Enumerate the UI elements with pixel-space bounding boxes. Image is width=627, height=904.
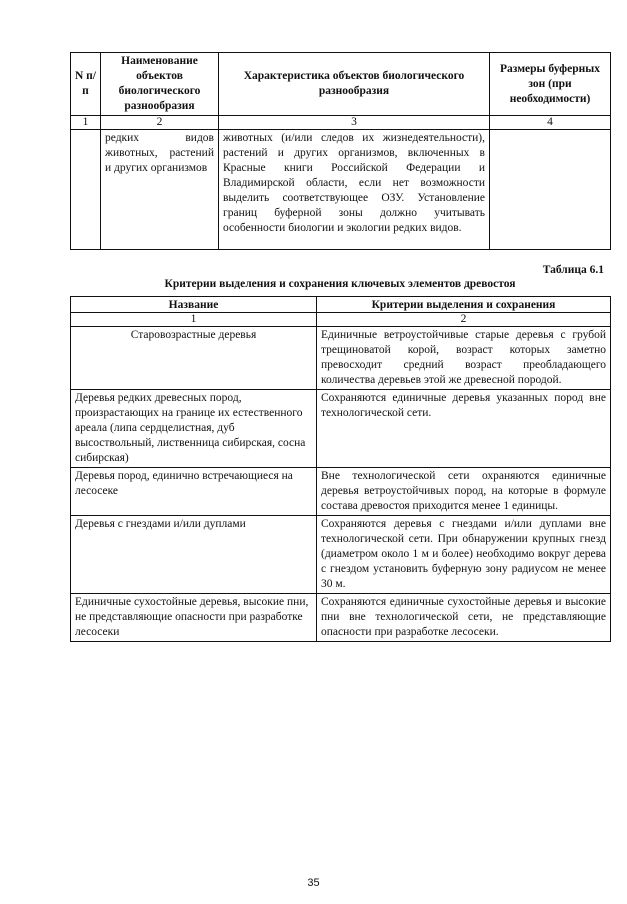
table-row — [71, 594, 611, 642]
table2-cell-name: Деревья пород, единично встречающиеся на лесосеке — [71, 468, 317, 516]
table2-cell-criteria: Сохраняются единичные сухостойные деревья и высокие пни вне технологической сети, не представляющие опасности при разработке лесосеки. — [317, 594, 611, 642]
table2-colnum-1: 1 — [71, 313, 317, 327]
table-row — [71, 516, 611, 594]
table1-colnum-3: 3 — [219, 116, 490, 130]
table1-header-name: Наименование объектов биологического разнообразия — [101, 53, 219, 116]
table2-cell-criteria: Сохраняются деревья с гнездами и/или дуплами вне технологической сети. При обнаружении крупных гнезд (диаметром около 1 м и более) необходимо вокруг дерева с гнездом установить буферную зону радиусом не менее 30 м. — [317, 516, 611, 594]
table1-number-row — [71, 116, 611, 130]
table-row — [71, 130, 611, 250]
table1-colnum-4: 4 — [490, 116, 611, 130]
page-number: 35 — [307, 877, 320, 889]
table1-cell-num — [71, 130, 101, 250]
table1-cell-name: редких видов животных, растений и других организмов — [101, 130, 219, 250]
key-elements-table — [70, 296, 611, 642]
table1-colnum-1: 1 — [71, 116, 101, 130]
table2-cell-criteria: Сохраняются единичные деревья указанных пород вне технологической сети. — [317, 390, 611, 468]
table2-header-row — [71, 297, 611, 313]
table2-cell-name: Деревья редких древесных пород, произрастающих на границе их естественного ареала (липа сердцелистная, дуб высоствольный, лиственница сибирская, сосна сибирская) — [71, 390, 317, 468]
table2-cell-criteria: Единичные ветроустойчивые старые деревья с грубой трещиноватой корой, возраст которых заметно превосходит средний возраст преобладающего количества деревьев этой же древесной породой. — [317, 327, 611, 390]
table-title: Критерии выделения и сохранения ключевых элементов древостоя — [164, 278, 516, 290]
biodiversity-table — [70, 52, 611, 250]
table1-colnum-2: 2 — [101, 116, 219, 130]
table2-number-row — [71, 313, 611, 327]
table1-header-row — [71, 53, 611, 116]
table2-cell-criteria: Вне технологической сети охраняются единичные деревья ветроустойчивых пород, на которые в формуле состава древостоя приходится менее 1 единицы. — [317, 468, 611, 516]
table2-header-criteria: Критерии выделения и сохранения — [317, 297, 611, 313]
table2-colnum-2: 2 — [317, 313, 611, 327]
table-row — [71, 327, 611, 390]
table-row — [71, 468, 611, 516]
table1-cell-buffer-size — [490, 130, 611, 250]
table2-header-name: Название — [71, 297, 317, 313]
table1-header-characteristic: Характеристика объектов биологического разнообразия — [219, 53, 490, 116]
table1-header-num: N п/п — [71, 53, 101, 116]
table-row — [71, 390, 611, 468]
table-label: Таблица 6.1 — [542, 264, 604, 276]
table1-header-buffer-size: Размеры буферных зон (при необходимости) — [490, 53, 611, 116]
table2-cell-name: Деревья с гнездами и/или дуплами — [71, 516, 317, 594]
table2-cell-name: Старовозрастные деревья — [71, 327, 317, 390]
table1-cell-characteristic: животных (и/или следов их жизнедеятельности), растений и других организмов, включенных в Красные книги Российской Федерации и Владимирской области, если нет возможности выделить соответствующее ОЗУ. Установление границ буферной зоны должно учитывать особенности биологии и экологии редких видов. — [219, 130, 490, 250]
table2-cell-name: Единичные сухостойные деревья, высокие пни, не представляющие опасности при разработке лесосеки — [71, 594, 317, 642]
